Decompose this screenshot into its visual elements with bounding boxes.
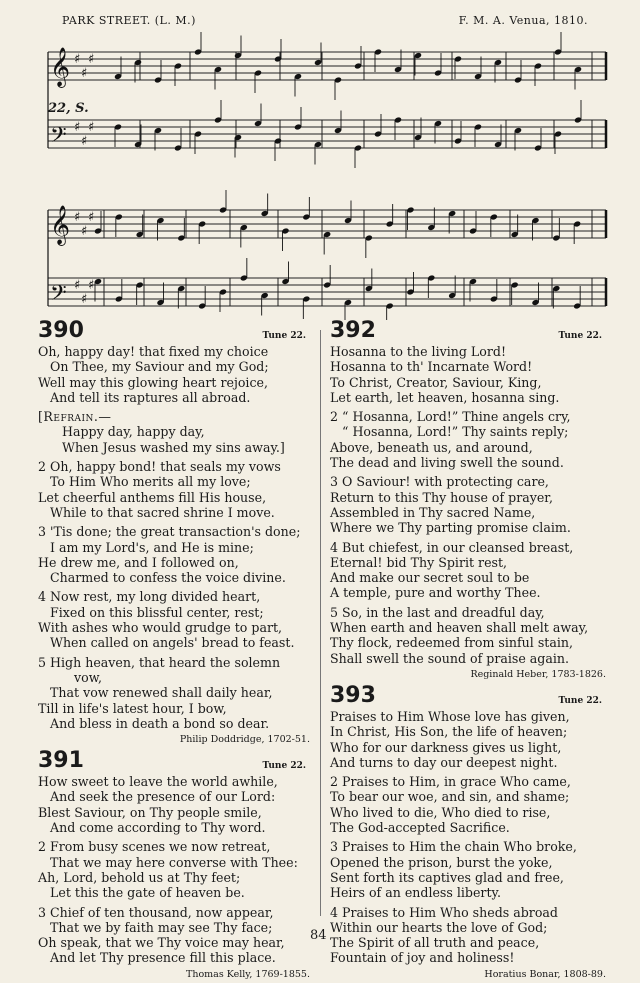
- verse-line: That vow renewed shall daily hear,: [50, 685, 273, 701]
- column-divider: [320, 330, 321, 916]
- verse-line: On Thee, my Saviour and my God;: [50, 359, 269, 375]
- sharp-icon: ♯: [81, 66, 88, 81]
- stanza: [330, 474, 606, 535]
- sharp-icon: ♯: [74, 52, 81, 67]
- stanza: [38, 774, 310, 835]
- verse-line: Fixed on this blissful center, rest;: [50, 604, 264, 620]
- verse-line: Hosanna to the living Lord!: [330, 344, 507, 359]
- verse-line: Eternal! bid Thy Spirit rest,: [330, 554, 508, 570]
- verse-line: 2 Praises to Him, in grace Who came,: [330, 774, 571, 790]
- verse-line: Let earth, let heaven, hosanna sing.: [330, 389, 560, 405]
- verse-line: 4 Praises to Him Who sheds abroad: [330, 904, 558, 920]
- left-column: [38, 318, 310, 983]
- hymn-number: 392: [330, 318, 376, 343]
- verse-line: Ah, Lord, behold us at Thy feet;: [38, 869, 241, 885]
- bass-clef-icon: 𝄢: [50, 281, 67, 311]
- verse-line: 5 High heaven, that heard the solemn: [38, 654, 281, 670]
- verse-line: Hosanna to th' Incarnate Word!: [330, 359, 533, 375]
- verse-line: And let Thy presence fill this place.: [50, 950, 276, 966]
- author-credit: Thomas Kelly, 1769-1855.: [185, 968, 310, 980]
- verse-line: Heirs of an endless liberty.: [330, 885, 501, 901]
- hymn-391: [38, 748, 310, 981]
- sharp-icon: ♯: [81, 134, 88, 149]
- bass-clef-icon: 𝄢: [50, 123, 67, 153]
- verse-line: To bear our woe, and sin, and shame;: [330, 789, 570, 805]
- page-number: 84: [310, 928, 327, 943]
- tune-label: Tune 22.: [558, 331, 602, 341]
- verse-line: And come according to Thy word.: [50, 820, 266, 836]
- verse-line: That we may here converse with Thee:: [50, 854, 298, 870]
- verse-line: Opened the prison, burst the yoke,: [330, 854, 553, 870]
- stanza: [330, 540, 606, 601]
- stanza: [38, 655, 310, 731]
- verse-line: Happy day, happy day,: [62, 424, 205, 440]
- verse-line: In Christ, His Son, the life of heaven;: [330, 724, 568, 740]
- stanza: [38, 524, 310, 585]
- verse-line: vow,: [74, 669, 102, 685]
- verse-line: I am my Lord's, and He is mine;: [50, 539, 254, 555]
- verse-line: Assembled in Thy sacred Name,: [330, 504, 536, 520]
- verse-line: Shall swell the sound of praise again.: [330, 650, 570, 666]
- hymn-393: [330, 683, 606, 981]
- verse-line: When called on angels' bread to feast.: [50, 635, 295, 651]
- verse-line: “ Hosanna, Lord!” Thy saints reply;: [342, 424, 569, 440]
- hymn-number: 393: [330, 682, 376, 708]
- stanza: [38, 344, 310, 405]
- verse-line: Who for our darkness gives us light,: [330, 739, 562, 755]
- verse-line: And tell its raptures all abroad.: [50, 389, 251, 405]
- verse-line: Sent forth its captives glad and free,: [330, 869, 564, 885]
- sharp-icon: ♯: [81, 224, 88, 239]
- verse-line: Thy flock, redeemed from sinful stain,: [330, 635, 573, 651]
- refrain: [38, 409, 310, 455]
- verse-line: While to that sacred shrine I move.: [50, 504, 275, 520]
- verse-line: And turns to day our deepest night.: [330, 754, 558, 770]
- verse-line: Charmed to confess the voice divine.: [50, 570, 286, 586]
- sharp-icon: ♯: [88, 278, 95, 293]
- verse-line: Return to this Thy house of prayer,: [330, 489, 553, 505]
- verse-line: 2 “ Hosanna, Lord!” Thine angels cry,: [330, 409, 571, 425]
- stanza: [330, 409, 606, 470]
- verse-line: Within our hearts the love of God;: [330, 919, 548, 935]
- sharp-icon: ♯: [88, 52, 95, 67]
- author-credit: Horatius Bonar, 1808-89.: [484, 968, 606, 980]
- verse-line: How sweet to leave the world awhile,: [38, 774, 278, 790]
- treble-clef-icon: 𝄞: [50, 47, 71, 87]
- verse-line: 5 So, in the last and dreadful day,: [330, 604, 545, 620]
- hymn-392: [330, 318, 606, 681]
- right-column: [330, 318, 606, 983]
- verse-line: The Spirit of all truth and peace,: [330, 935, 540, 951]
- stanza: [330, 709, 606, 770]
- verse-line: Praises to Him Whose love has given,: [330, 708, 570, 724]
- composer-credit: F. M. A. Venua, 1810.: [458, 14, 588, 27]
- tune-label: Tune 22.: [558, 695, 602, 706]
- stanza: [38, 905, 310, 966]
- stanza: [330, 344, 606, 405]
- stanza: [330, 774, 606, 835]
- verse-line: And bless in death a bond so dear.: [50, 715, 270, 731]
- verse-line: 3 'Tis done; the great transaction's done;: [38, 524, 301, 540]
- sharp-icon: ♯: [88, 210, 95, 225]
- verse-line: Oh, happy day! that fixed my choice: [38, 344, 269, 359]
- verse-line: With ashes who would grudge to part,: [38, 620, 283, 636]
- sharp-icon: ♯: [74, 210, 81, 225]
- verse-line: And make our secret soul to be: [330, 570, 530, 586]
- verse-line: 4 But chiefest, in our cleansed breast,: [330, 539, 574, 555]
- verse-line: Fountain of joy and holiness!: [330, 950, 515, 966]
- verse-line: A temple, pure and worthy Thee.: [330, 585, 541, 601]
- verse-line: Well may this glowing heart rejoice,: [38, 374, 268, 390]
- stanza: [38, 459, 310, 520]
- verse-line: Above, beneath us, and around,: [330, 439, 533, 455]
- verse-line: That we by faith may see Thy face;: [50, 919, 273, 935]
- tune-title: PARK STREET. (L. M.): [62, 14, 196, 27]
- verse-line: 4 Now rest, my long divided heart,: [38, 589, 261, 605]
- verse-line: 3 Praises to Him the chain Who broke,: [330, 839, 577, 855]
- verse-line: Let cheerful anthems fill His house,: [38, 489, 267, 505]
- author-credit: Philip Doddridge, 1702-51.: [179, 734, 310, 746]
- hymn-390: [38, 318, 310, 746]
- verse-line: When earth and heaven shall melt away,: [330, 620, 589, 636]
- verse-line: Where we Thy parting promise claim.: [330, 520, 571, 536]
- verse-line: The dead and living swell the sound.: [330, 455, 564, 471]
- verse-line: Who lived to die, Who died to rise,: [330, 804, 551, 820]
- stanza: [38, 589, 310, 650]
- verse-line: 3 O Saviour! with protecting care,: [330, 474, 549, 490]
- author-credit: Reginald Heber, 1783-1826.: [470, 668, 606, 680]
- verse-line: Oh speak, that we Thy voice may hear,: [38, 935, 285, 951]
- sharp-icon: ♯: [88, 120, 95, 135]
- verse-line: Blest Saviour, on Thy people smile,: [38, 804, 262, 820]
- treble-clef-icon: 𝄞: [50, 205, 71, 245]
- tune-label: Tune 22.: [262, 761, 306, 772]
- verse-line: He drew me, and I followed on,: [38, 554, 239, 570]
- verse-line: To Christ, Creator, Saviour, King,: [330, 374, 542, 390]
- sharp-icon: ♯: [81, 292, 88, 307]
- sharp-icon: ♯: [74, 278, 81, 293]
- tune-reference: 22, S.: [48, 101, 89, 116]
- hymn-number: 390: [38, 318, 84, 343]
- stanza: [38, 839, 310, 900]
- stanza: [330, 905, 606, 966]
- verse-line: Till in life's latest hour, I bow,: [38, 700, 227, 716]
- sharp-icon: ♯: [74, 120, 81, 135]
- stanza: [330, 839, 606, 900]
- hymn-number: 391: [38, 748, 84, 774]
- verse-line: 2 From busy scenes we now retreat,: [38, 839, 271, 855]
- music-score: [40, 30, 612, 320]
- verse-line: 3 Chief of ten thousand, now appear,: [38, 904, 274, 920]
- verse-line: The God-accepted Sacrifice.: [330, 820, 510, 836]
- verse-line: Let this the gate of heaven be.: [50, 885, 245, 901]
- tune-label: Tune 22.: [262, 331, 306, 341]
- stanza: [330, 605, 606, 666]
- verse-line: 2 Oh, happy bond! that seals my vows: [38, 459, 281, 475]
- verse-line: When Jesus washed my sins away.]: [62, 439, 285, 455]
- verse-line: To Him Who merits all my love;: [50, 474, 251, 490]
- refrain-label: [Refrain.—: [38, 409, 112, 425]
- verse-line: And seek the presence of our Lord:: [50, 789, 276, 805]
